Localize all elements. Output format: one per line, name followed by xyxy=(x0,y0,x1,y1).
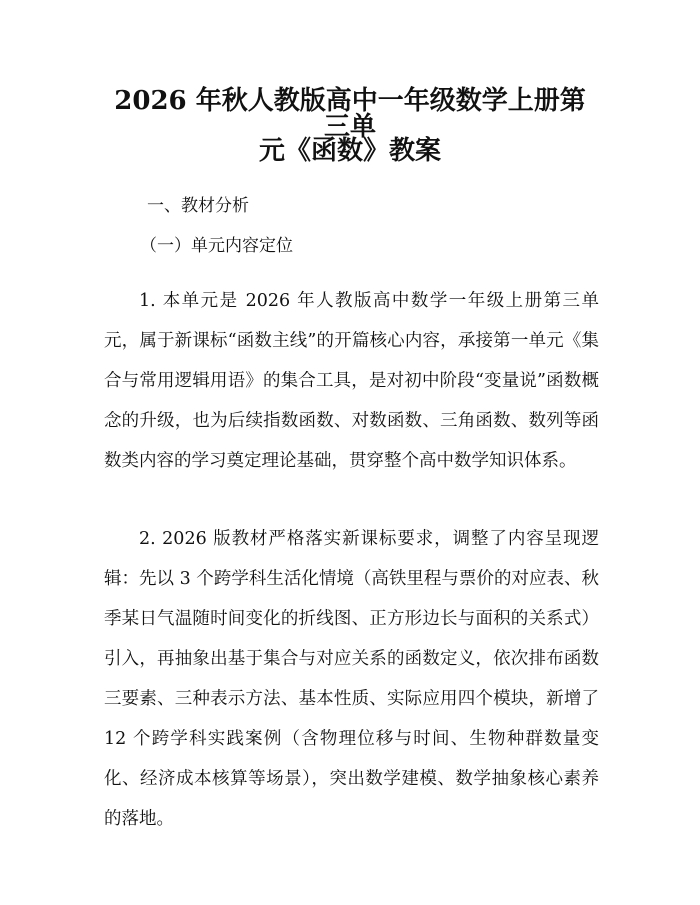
subsection-heading: （一）单元内容定位 xyxy=(140,236,293,256)
paragraph-2: 2. 2026 版教材严格落实新课标要求，调整了内容呈现逻辑：先以 3 个跨学科生活化情境（高铁里程与票价的对应表、秋季某日气温随时间变化的折线图、正方形边长与面积的关系式）引入，再抽象出基于集合与对应关系的函数定义，依次排布函数三要素、三种表示方法、基本性质、实际应用四个模块，新增了 12 个跨学科实践案例（含物理位移与时间、生物种群数量变化、经济成本核算等场景），突出数学建模、数学抽象核心素养的落地。 xyxy=(104,529,599,829)
document-title-line-1: 2026 年秋人教版高中一年级数学上册第三单 xyxy=(114,86,586,142)
paragraph-1: 1. 本单元是 2026 年人教版高中数学一年级上册第三单元，属于新课标“函数主线”的开篇核心内容，承接第一单元《集合与常用逻辑用语》的集合工具，是对初中阶段“变量说”函数概念的升级，也为后续指数函数、对数函数、三角函数、数列等函数类内容的学习奠定理论基础，贯穿整个高中数学知识体系。 xyxy=(104,291,599,471)
document-title-line-2: 元《函数》教案 xyxy=(258,136,441,166)
section-heading: 一、教材分析 xyxy=(147,196,249,216)
